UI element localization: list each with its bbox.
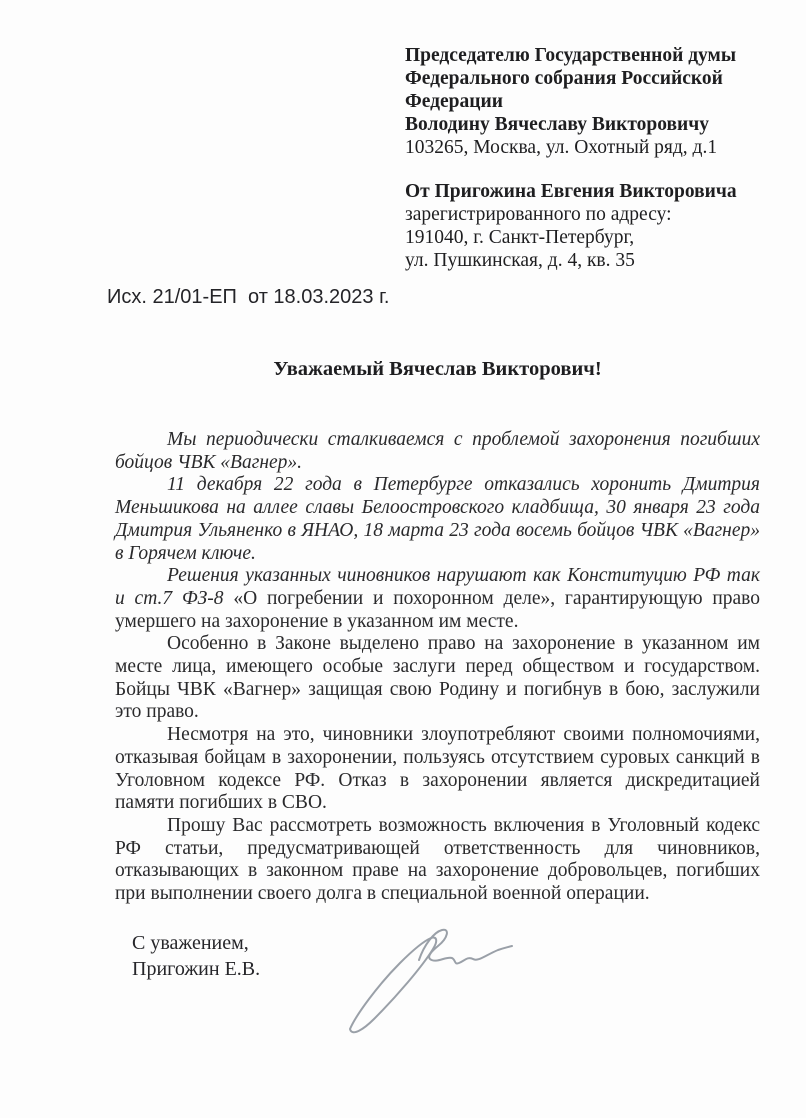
address-line: Володину Вячеславу Викторовичу — [405, 114, 710, 135]
address-line: ул. Пушкинская, д. 4, кв. 35 — [405, 250, 635, 271]
address-line: Председателю Государственной думы — [405, 45, 737, 66]
body-paragraph — [115, 724, 760, 815]
body-paragraph — [115, 429, 760, 474]
paragraph-segment: Мы периодически сталкиваемся с проблемой захоронения погибших бойцов ЧВК «Вагнер». — [115, 429, 760, 473]
body-paragraph — [115, 565, 760, 633]
address-line: 191040, г. Санкт-Петербург, — [405, 227, 635, 248]
closing-regards: С уважением, — [132, 932, 249, 954]
paragraph-segment: Решения указанных чиновников нарушают как Конституцию РФ так и ст.7 ФЗ-8 — [115, 565, 760, 609]
handwritten-signature — [316, 905, 526, 1045]
address-line: Федерального собрания Российской — [405, 68, 723, 89]
reference-number-line: Исх. 21/01-ЕП от 18.03.2023 г. — [107, 286, 390, 308]
salutation: Уважаемый Вячеслав Викторович! — [273, 358, 602, 380]
paragraph-segment: 11 декабря 22 года в Петербурге отказались хоронить Дмитрия Меньшикова на аллее славы Белоостровского кладбища, 30 января 23 года Дмитрия Ульяненко в ЯНАО, 18 марта 23 года восемь бойцов ЧВК «Вагнер» в Горячем ключе. — [115, 474, 760, 564]
paragraph-segment: Особенно в Законе выделено право на захоронение в указанном им месте лица, имеющего особые заслуги перед обществом и государством. Бойцы ЧВК «Вагнер» защищая свою Родину и погибнув в бою, заслужили это право. — [115, 633, 760, 723]
sender-block — [405, 180, 765, 272]
address-line: 103265, Москва, ул. Охотный ряд, д.1 — [405, 137, 718, 158]
closing-name: Пригожин Е.В. — [132, 957, 261, 980]
closing-block — [132, 931, 260, 982]
address-line: зарегистрированного по адресу: — [405, 204, 672, 225]
letter-body — [115, 429, 760, 906]
recipient-block — [405, 44, 765, 159]
body-paragraph — [115, 474, 760, 565]
address-line: Федерации — [405, 91, 503, 112]
paragraph-segment: Прошу Вас рассмотреть возможность включения в Уголовный кодекс РФ статьи, предусматривающей ответственность для чиновников, отказывающих в законном праве на захоронение добровольцев, погибших при выполнении своего долга в специальной военной операции. — [115, 814, 760, 905]
body-paragraph — [115, 633, 760, 724]
address-line: От Пригожина Евгения Викторовича — [405, 181, 737, 202]
signature-strokes — [316, 905, 526, 1045]
paragraph-segment: «О погребении и похоронном деле», гарантирующую право умершего на захоронение в указанном им месте. — [115, 587, 760, 632]
body-paragraph — [115, 815, 760, 906]
paragraph-segment: Несмотря на это, чиновники злоупотребляют своими полномочиями, отказывая бойцам в захоронении, пользуясь отсутствием суровых санкций в Уголовном кодексе РФ. Отказ в захоронении является дискредитацией памяти погибших в СВО. — [115, 724, 760, 814]
